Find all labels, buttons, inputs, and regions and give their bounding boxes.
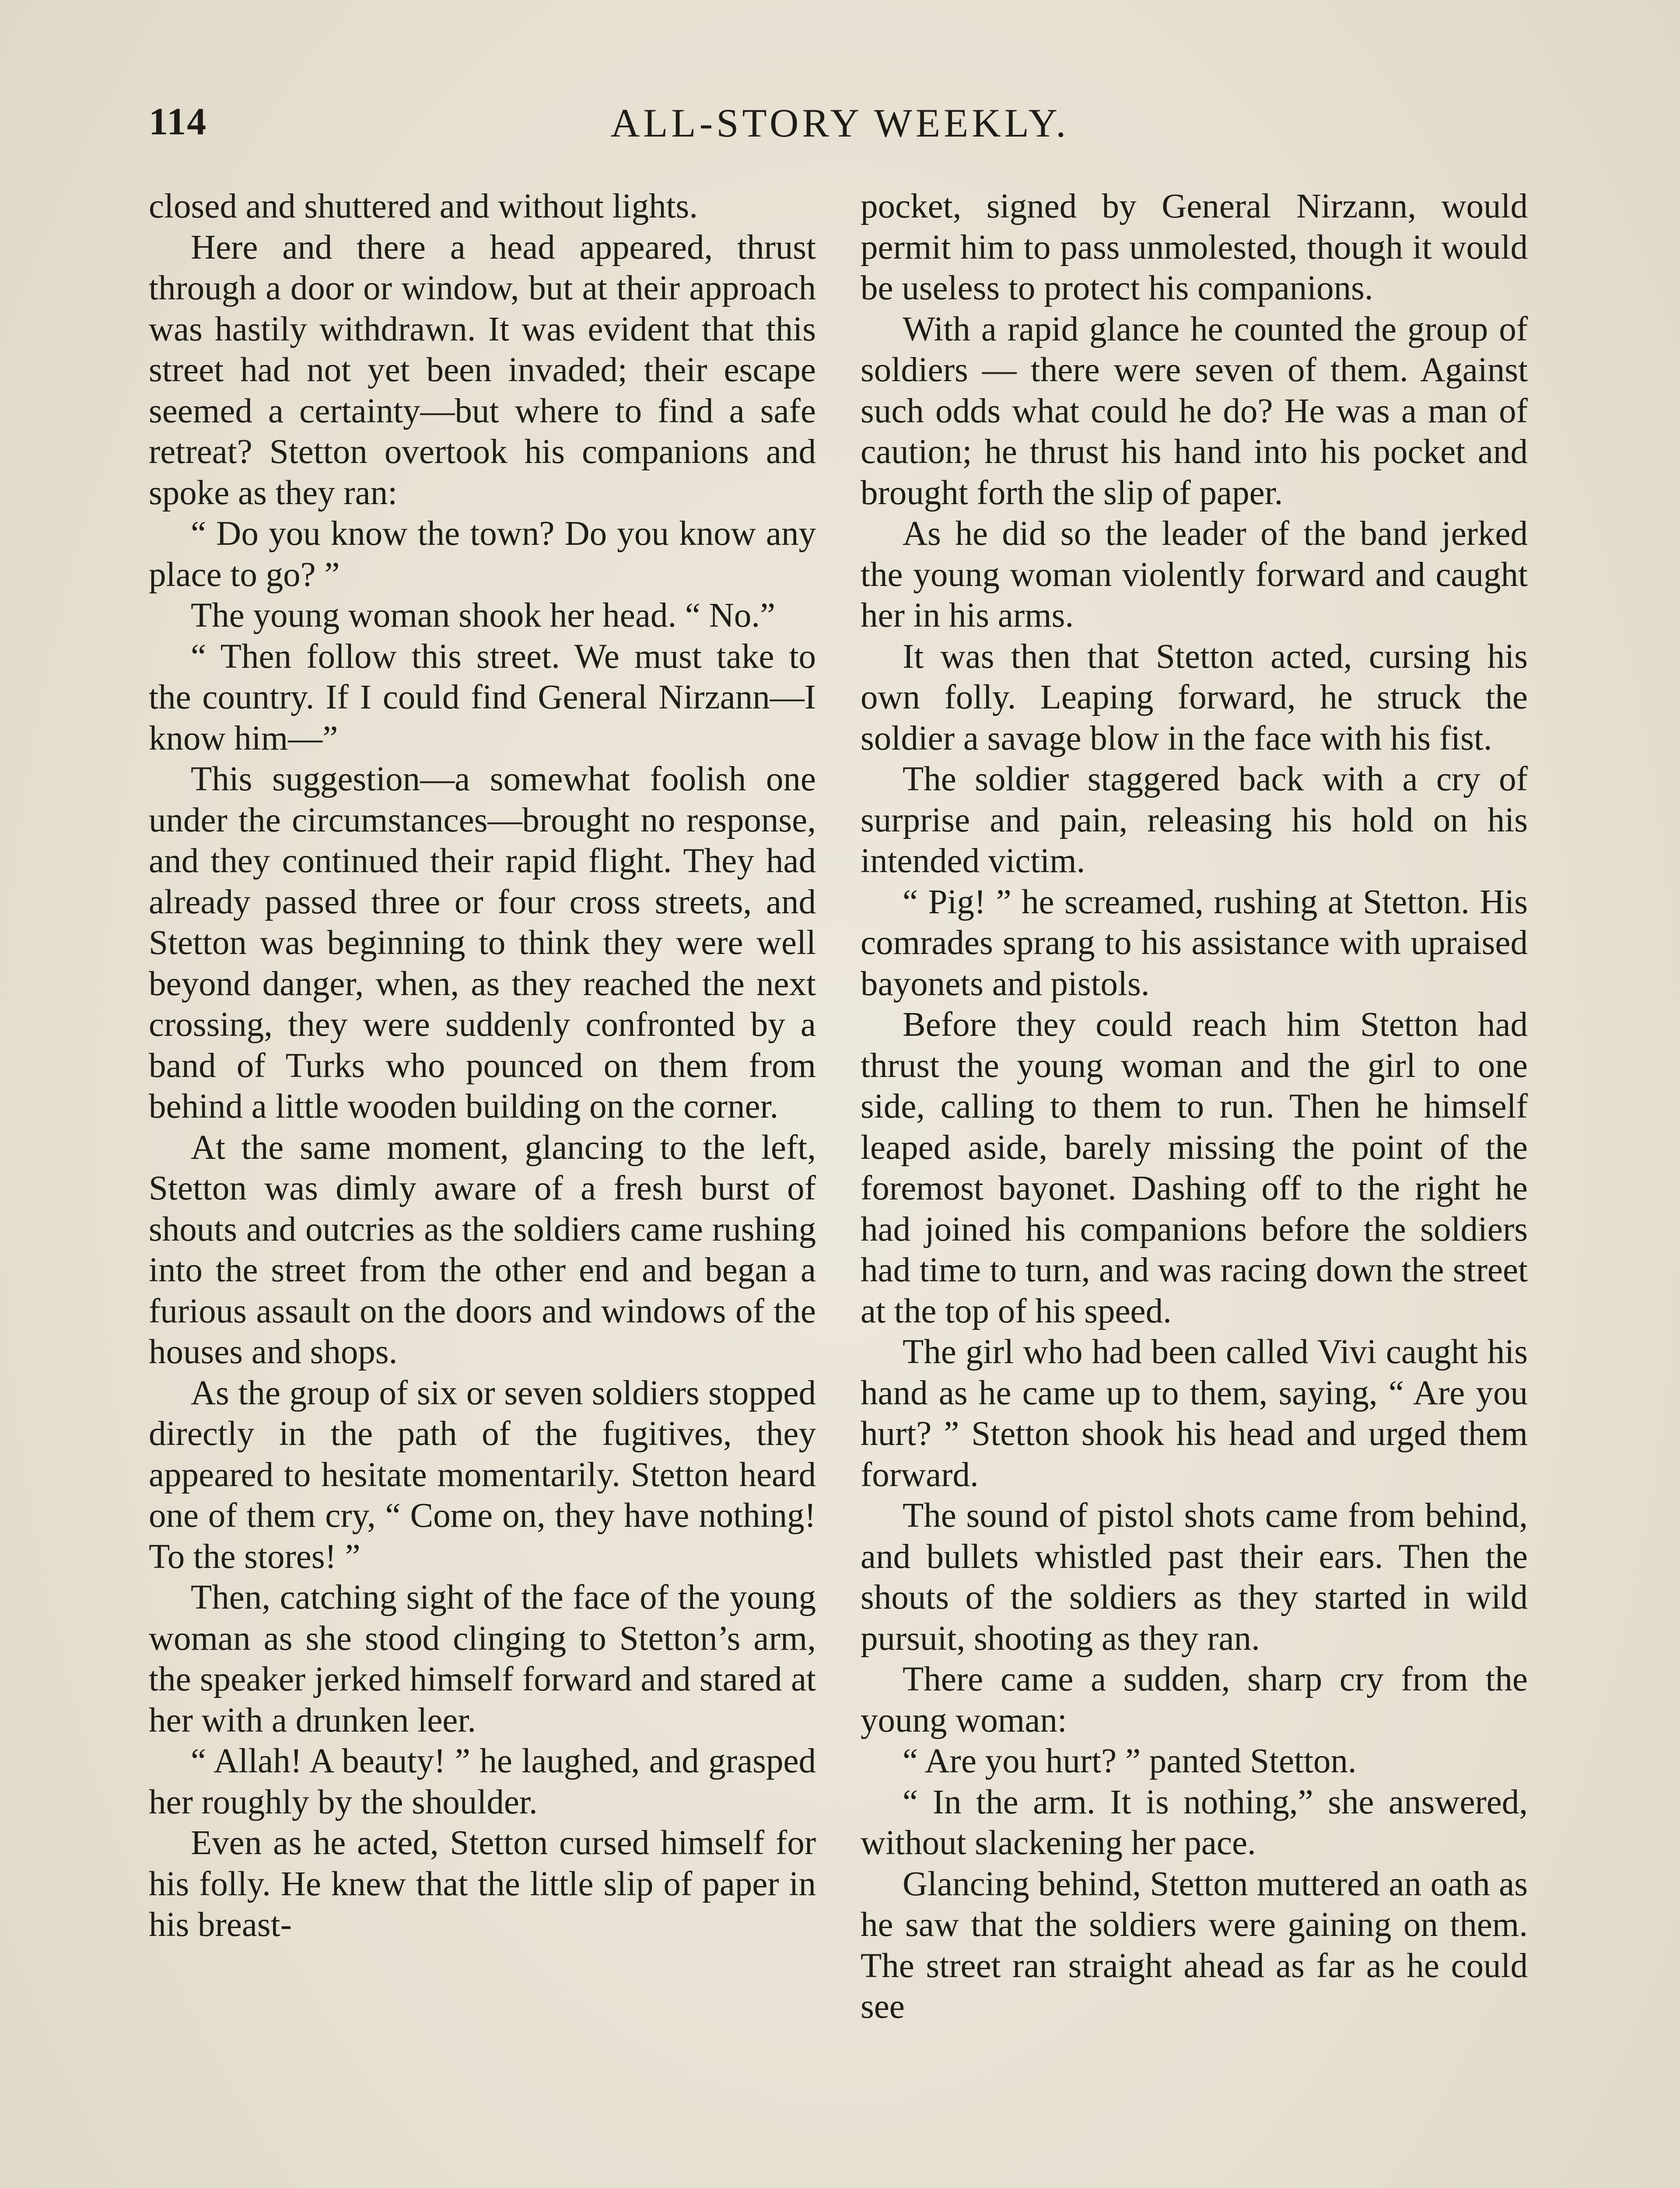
left-column [149,186,816,1946]
paragraph: “ Do you know the town? Do you know any place to go? ” [149,515,816,594]
paragraph: “ Pig! ” he screamed, rushing at Stetton. His comrades sprang to his assistance with upraised bayonets and pistols. [861,883,1528,1003]
paragraph: The sound of pistol shots came from behind, and bullets whistled past their ears. Then the shouts of the soldiers as they started in wild pursuit, shooting as they ran. [861,1497,1528,1658]
paragraph: The girl who had been called Vivi caught his hand as he came up to them, saying, “ Are you hurt? ” Stetton shook his head and urged them forward. [861,1333,1528,1494]
paragraph: Glancing behind, Stetton muttered an oath as he saw that the soldiers were gaining on them. The street ran straight ahead as far as he could see [861,1865,1528,2026]
paragraph: Before they could reach him Stetton had thrust the young woman and the girl to one side, calling to them to run. Then he himself leaped aside, barely missing the point of the foremost bayonet. Dashing off to the right he had joined his companions before the soldiers had time to turn, and was racing down the street at the top of his speed. [861,1006,1528,1330]
paragraph: As the group of six or seven soldiers stopped directly in the path of the fugitives, they appeared to hesitate momentarily. Stetton heard one of them cry, “ Come on, they have nothing! To the stores! ” [149,1374,816,1576]
paragraph: There came a sudden, sharp cry from the young woman: [861,1660,1528,1739]
paragraph: At the same moment, glancing to the left, Stetton was dimly aware of a fresh burst of shouts and outcries as the soldiers came rushing into the street from the other end and began a furious assault on the doors and windows of the houses and shops. [149,1128,816,1371]
paragraph: With a rapid glance he counted the group of soldiers — there were seven of them. Against such odds what could he do? He was a man of caution; he thrust his hand into his pocket and brought forth the slip of paper. [861,310,1528,512]
paragraph: closed and shuttered and without lights. [149,187,698,225]
paragraph: Here and there a head appeared, thrust through a door or window, but at their approach was hastily withdrawn. It was evident that this street had not yet been invaded; their escape seemed a certainty—but where to find a safe retreat? Stetton overtook his companions and spoke as they ran: [149,228,816,512]
paragraph: pocket, signed by General Nirzann, would permit him to pass unmolested, though it would be useless to protect his companions. [861,187,1528,307]
paragraph: The young woman shook her head. “ No.” [191,596,776,635]
paragraph: The soldier staggered back with a cry of surprise and pain, releasing his hold on his intended victim. [861,760,1528,880]
page-header [149,100,1531,157]
paragraph: “ In the arm. It is nothing,” she answered, without slackening her pace. [861,1783,1528,1862]
paragraph: Even as he acted, Stetton cursed himself for his folly. He knew that the little slip of paper in his breast- [149,1824,816,1944]
paragraph: Then, catching sight of the face of the young woman as she stood clinging to Stetton’s arm, the speaker jerked himself forward and stared at her with a drunken leer. [149,1578,816,1739]
paragraph: “ Allah! A beauty! ” he laughed, and grasped her roughly by the shoulder. [149,1742,816,1821]
page-number: 114 [149,101,207,143]
right-column [861,186,1528,2027]
paragraph: As he did so the leader of the band jerked the young woman violently forward and caught her in his arms. [861,515,1528,635]
paragraph: It was then that Stetton acted, cursing his own folly. Leaping forward, he struck the soldier a savage blow in the face with his fist. [861,637,1528,757]
paragraph: “ Then follow this street. We must take to the country. If I could find General Nirzann—I know him—” [149,637,816,757]
running-title: ALL-STORY WEEKLY. [610,101,1070,145]
paragraph: This suggestion—a somewhat foolish one under the circumstances—brought no response, and they continued their rapid flight. They had already passed three or four cross streets, and Stetton was beginning to think they were well beyond danger, when, as they reached the next crossing, they were suddenly confronted by a band of Turks who pounced on them from behind a little wooden building on the corner. [149,760,816,1126]
paragraph: “ Are you hurt? ” panted Stetton. [903,1742,1357,1780]
